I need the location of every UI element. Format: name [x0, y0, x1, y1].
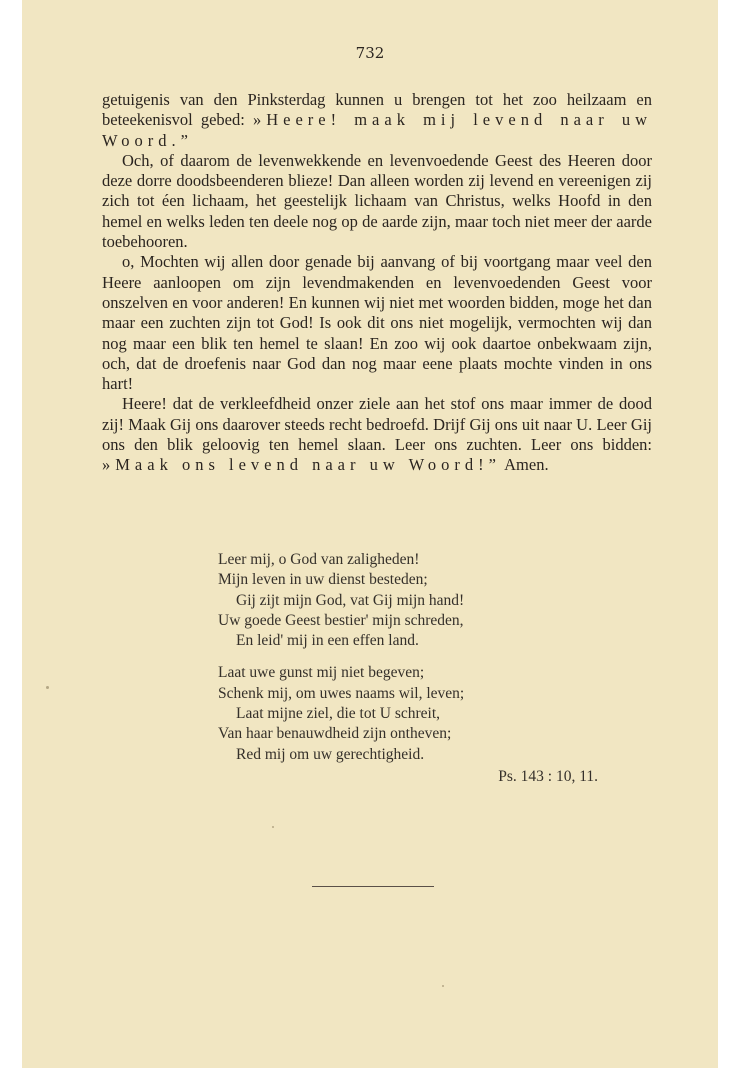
psalm-verse [218, 550, 598, 787]
verse-line: Red mij om uw gerechtigheid. [236, 745, 425, 763]
verse-line: Laat mijne ziel, die tot U schreit, [236, 705, 441, 723]
paper-speck [46, 686, 49, 689]
body-text [102, 90, 652, 476]
verse-line: Van haar benauwdheid zijn ontheven; [218, 725, 452, 743]
verse-stanza-2 [218, 663, 598, 764]
paragraph-1 [102, 90, 652, 151]
verse-line: Laat uwe gunst mij niet begeven; [218, 664, 425, 682]
verse-line: Leer mij, o God van zaligheden! [218, 551, 420, 568]
verse-line: Schenk mij, om uwes naams wil, leven; [218, 684, 465, 702]
psalm-citation: Ps. 143 : 10, 11. [498, 767, 598, 785]
book-page [22, 0, 718, 1068]
paragraph-4-text: Heere! dat de verkleefdheid onzer ziele aan het stof ons maar immer de dood zij! Maak Gij ons daarover steeds recht bedroefd. Drijf Gij ons uit naar U. Leer Gij ons den blik geloovig ten hemel slaan. Leer ons zuchten. Leer ons bidden: [102, 394, 652, 455]
verse-line: Uw goede Geest bestier' mijn schreden, [218, 611, 464, 629]
paragraph-2: Och, of daarom de levenwekkende en levenvoedende Geest des Heeren door deze dorre doodsbeenderen blieze! Dan alleen worden zij levend en vereenigen zij zich tot éen lichaam, het geestelijk lichaam van Christus, welks Hoofd in den hemel en welks leden ten deele nog op de aarde zijn, maar toch niet meer der aarde toebehooren. [102, 150, 652, 252]
page-number: 732 [355, 44, 385, 62]
verse-line: En leid' mij in een effen land. [236, 632, 419, 650]
verse-line: Mijn leven in uw dienst besteden; [218, 571, 428, 589]
verse-line: Gij zijt mijn God, vat Gij mijn hand! [236, 591, 465, 609]
paper-speck [272, 826, 274, 828]
paragraph-1-prayer: »Heere! maak mij levend naar uw Woord.” [102, 110, 653, 150]
paper-speck [442, 985, 444, 987]
end-rule-divider [312, 886, 434, 887]
paragraph-4-prayer: »Maak ons levend naar uw Woord!” [102, 455, 501, 475]
paragraph-3: o, Mochten wij allen door genade bij aanvang of bij voortgang maar veel den Heere aanloopen om zijn levendmakenden en levenvoedenden Geest voor onszelven en voor anderen! En kunnen wij niet met woorden bidden, moge het dan maar een zuchten zijn tot God! Is ook dit ons niet mogelijk, vermochten wij dan nog maar een blik ten hemel te slaan! En zoo wij ook daartoe onbekwaam zijn, och, dat de droefenis naar God dan nog maar eene plaats mochte vinden in ons hart! [102, 252, 652, 394]
paragraph-4 [102, 394, 652, 475]
paragraph-1-text: getuigenis van den Pinksterdag kunnen u brengen tot het zoo heilzaam en beteekenisvol gebed: [102, 90, 652, 130]
paragraph-4-amen: Amen. [500, 455, 549, 475]
verse-stanza-1 [218, 550, 598, 651]
